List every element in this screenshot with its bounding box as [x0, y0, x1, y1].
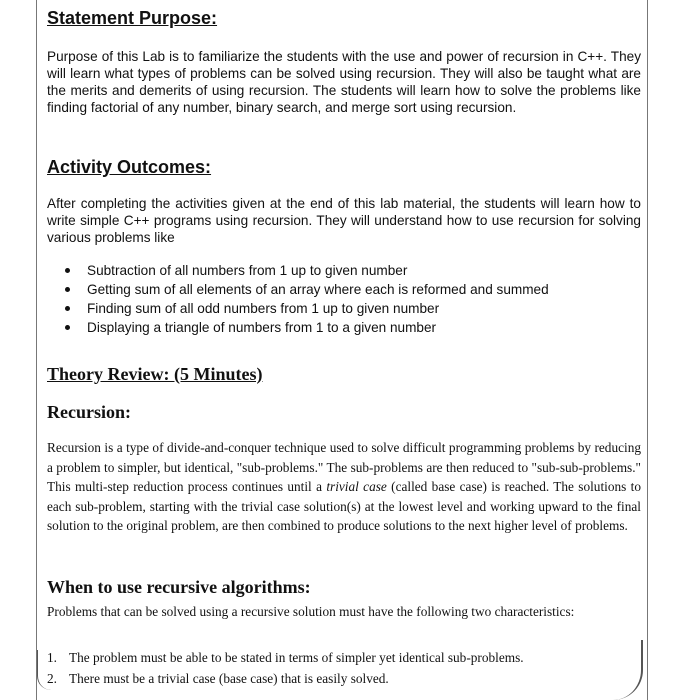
statement-purpose-body: Purpose of this Lab is to familiarize the students with the use and power of recursion in C++. They will learn what types of problems can be solved using recursion. They will also be taught what are the merits and demerits of using recursion. The students will learn how to solve the problems like finding factorial of any number, binary search, and merge sort using recursion.	[47, 49, 641, 115]
document-page	[36, 0, 648, 700]
page-curl-left	[37, 650, 52, 690]
activity-outcomes-heading: Activity Outcomes:	[47, 157, 212, 177]
bullet-icon	[65, 325, 70, 330]
list-item: Getting sum of all elements of an array where each is reformed and summed	[47, 280, 549, 299]
theory-review-heading: Theory Review: (5 Minutes)	[47, 364, 263, 384]
bullet-icon	[65, 287, 70, 292]
activity-outcomes-list	[47, 261, 549, 337]
list-item: 1. The problem must be able to be stated in terms of simpler yet identical sub-problems.	[47, 650, 524, 665]
list-item: Displaying a triangle of numbers from 1 to a given number	[47, 318, 549, 337]
bullet-icon	[65, 306, 70, 311]
when-to-use-heading: When to use recursive algorithms:	[47, 577, 311, 597]
list-item: Finding sum of all odd numbers from 1 up to given number	[47, 299, 549, 318]
recursion-body: Recursion is a type of divide-and-conquer technique used to solve difficult programming problems by reducing a problem to simpler, but identical, "sub-problems." The sub-problems are then reduced to "sub-sub-problems." This multi-step reduction process continues until a trivial case (called base case) is reached. The solutions to each sub-problem, starting with the trivial case solution(s) at the lowest level and working upward to the final solution to the original problem, are then combined to produce solutions to the next higher level of problems.	[47, 440, 642, 533]
recursion-heading: Recursion:	[47, 402, 131, 422]
when-to-use-body: Problems that can be solved using a recursive solution must have the following two characteristics:	[47, 604, 575, 619]
bullet-icon	[65, 268, 70, 273]
statement-purpose-heading: Statement Purpose:	[47, 8, 218, 28]
list-item: 2. There must be a trivial case (base case) that is easily solved.	[47, 671, 389, 686]
activity-outcomes-body: After completing the activities given at the end of this lab material, the students will learn how to write simple C++ programs using recursion. They will understand how to use recursion for solving various problems like	[47, 196, 641, 245]
characteristics-list	[47, 647, 524, 689]
page-curl-right	[611, 640, 643, 700]
list-item: Subtraction of all numbers from 1 up to given number	[47, 261, 549, 280]
